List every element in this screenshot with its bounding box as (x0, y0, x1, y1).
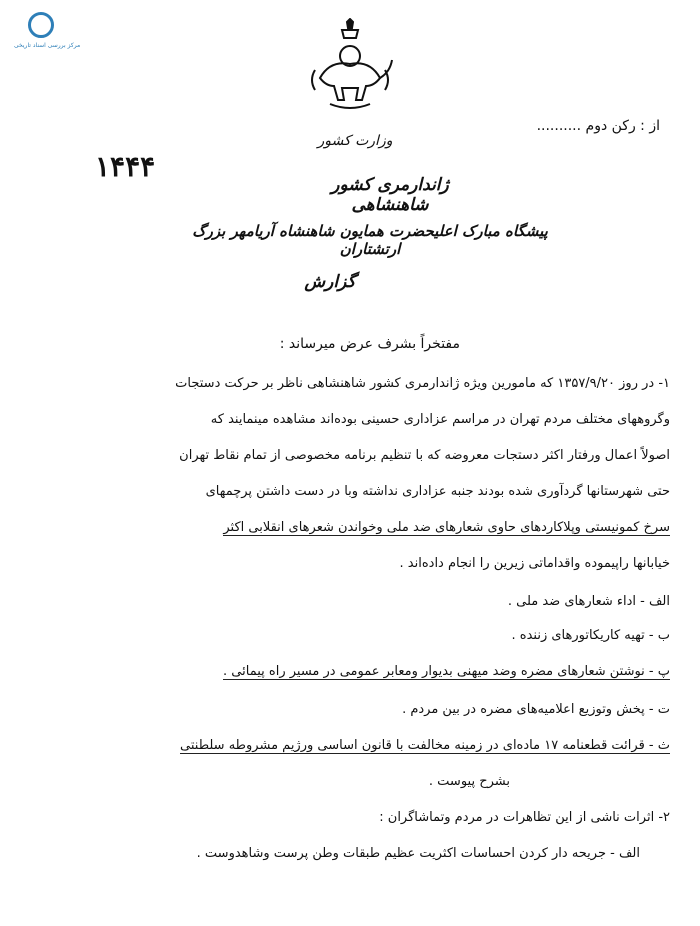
royal-emblem-icon (300, 18, 400, 118)
archive-logo-icon (28, 12, 54, 38)
recipient-line: پیشگاه مبارک اعلیحضرت همایون شاهنشاه آریامهر بزرگ ارتشتاران (192, 222, 548, 258)
section-2-title: ۲- اثرات ناشی از این تظاهرات در مردم وتماشاگران : (379, 810, 670, 825)
from-line: از : رکن دوم .......... (536, 118, 660, 134)
body-line-6: خیابانها راپیموده واقداماتی زیرین را انجام داده‌اند . (399, 556, 670, 571)
salutation: مفتخراً بشرف عرض میرساند : (279, 336, 460, 352)
archive-logo-caption: مرکز بررسی اسناد تاریخی (14, 42, 81, 49)
list-item-pe: پ - نوشتن شعارهای مضره وضد میهنی بدیوار ومعابر عمومی در مسیر راه پیمائی . (223, 664, 670, 679)
body-line-4: حتی شهرستانها گردآوری شده بودند جنبه عزاداری نداشته وبا در دست داشتن پرچمهای (205, 484, 670, 499)
list-item-be: ب - تهیه کاریکاتورهای زننده . (511, 628, 670, 643)
body-line-2: وگروههای مختلف مردم تهران در مراسم عزاداری حسینی بوده‌اند مشاهده مینمایند که (210, 412, 670, 427)
section-2-item-alef: الف - جریحه دار کردن احساسات اکثریت عظیم طبقات وطن پرست وشاهدوست . (196, 846, 640, 861)
body-line-5: سرخ کمونیستی وپلاکاردهای حاوی شعارهای ضد ملی وخواندن شعرهای انقلابی اکثر (223, 520, 670, 535)
list-item-se: ث - قرائت قطعنامه ۱۷ ماده‌ای در زمینه مخالفت با قانون اساسی ورژیم مشروطه سلطنتی (180, 738, 670, 753)
body-line-3: اصولاً اعمال ورفتار اکثر دستجات معروضه که با تنظیم برنامه مخصوصی از تمام نقاط تهران (179, 448, 670, 463)
list-item-alef: الف - اداء شعارهای ضد ملی . (507, 594, 670, 609)
list-item-te: ت - پخش وتوزیع اعلامیه‌های مضره در بین مردم . (402, 702, 670, 717)
agency-name: ژاندارمری کشور شاهنشاهی (331, 175, 449, 215)
archive-logo (14, 12, 81, 52)
document-number: ۱۴۴۴ (95, 150, 156, 183)
list-item-se-continued: بشرح پیوست . (428, 774, 510, 789)
report-title: گزارش (304, 272, 356, 292)
ministry-name: وزارت کشور (317, 133, 393, 149)
body-line-1: ۱- در روز ۱۳۵۷/۹/۲۰ که مامورین ویژه ژاندارمری کشور شاهنشاهی ناظر بر حرکت دستجات (175, 376, 670, 391)
